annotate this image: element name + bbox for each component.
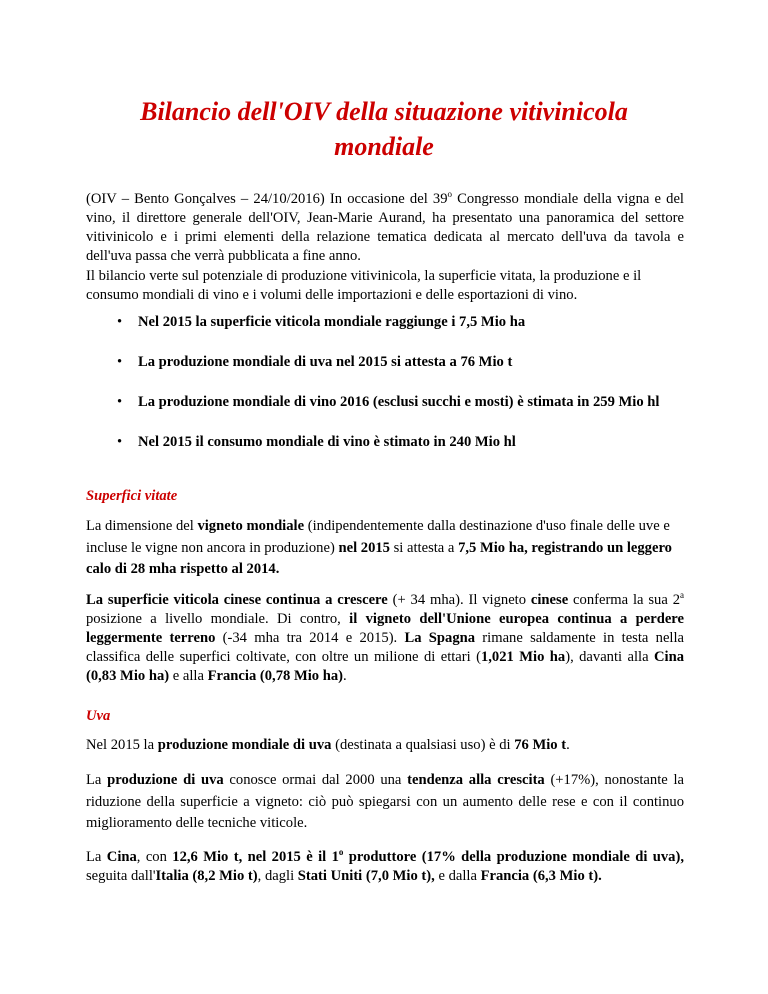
text-run: . bbox=[566, 737, 570, 753]
bullet-text: Nel 2015 la superficie viticola mondiale raggiunge i 7,5 Mio ha bbox=[138, 314, 526, 330]
bold-run: La superficie viticola cinese continua a crescere bbox=[86, 592, 388, 608]
section-heading-uva: Uva bbox=[86, 708, 111, 724]
bold-run: Francia (6,3 Mio t). bbox=[480, 868, 602, 884]
bullet-text: La produzione mondiale di uva nel 2015 si attesta a 76 Mio t bbox=[138, 354, 513, 370]
text-run: (destinata a qualsiasi uso) è di bbox=[331, 737, 515, 753]
highlights-list bbox=[86, 313, 684, 452]
bold-run: Italia (8,2 Mio t) bbox=[155, 868, 258, 884]
text-run: e dalla bbox=[434, 868, 481, 884]
text-run: , con bbox=[136, 849, 173, 865]
text-run: rimane saldamente in testa nella classifica delle superfici coltivate, con oltre un milione di ettari ( bbox=[86, 630, 685, 665]
text-run: Nel 2015 la bbox=[86, 737, 158, 753]
list-item bbox=[86, 433, 684, 452]
bold-run: Stati Uniti (7,0 Mio t), bbox=[297, 868, 435, 884]
bold-run: tendenza alla crescita bbox=[407, 772, 545, 788]
bold-run: 12,6 Mio t, nel 2015 è il 1 bbox=[172, 849, 339, 865]
text-run: La bbox=[86, 772, 108, 788]
ordinal-sup: a bbox=[680, 590, 684, 601]
intro-text-b: Congresso mondiale della vigna e del vino, il direttore generale dell'OIV, Jean-Marie Aurand, ha presentato una panoramica del settore vitivinicolo e i primi elementi della relazione tematica dedicata al mercato dell'uva da tavola e dell'uva passa che verrà pubblicata a fine anno. bbox=[86, 191, 684, 264]
bold-run: cinese bbox=[530, 592, 569, 608]
text-run: La dimensione del bbox=[86, 518, 198, 534]
uva-paragraph-3 bbox=[86, 848, 684, 886]
text-run: e alla bbox=[169, 668, 208, 684]
bold-run: 1,021 Mio ha bbox=[480, 649, 566, 665]
bold-run: Cina (0,83 Mio ha) bbox=[86, 649, 685, 684]
bullet-text: Nel 2015 il consumo mondiale di vino è stimato in 240 Mio hl bbox=[138, 434, 516, 450]
bold-run: 7,5 Mio ha, registrando un leggero calo di 28 mha rispetto al 2014. bbox=[86, 539, 672, 577]
bold-run: nel 2015 bbox=[338, 539, 390, 556]
text-run: ), davanti alla bbox=[565, 649, 654, 665]
bold-run: produzione mondiale di uva bbox=[157, 737, 332, 753]
bullet-icon: • bbox=[117, 354, 123, 370]
text-run: si attesta a bbox=[389, 539, 459, 556]
bullet-text: La produzione mondiale di vino 2016 (esclusi succhi e mosti) è stimata in 259 Mio hl bbox=[138, 394, 660, 410]
text-run: (+17%), nonostante la riduzione della superficie a vigneto: ciò può spiegarsi con un aumento delle rese e con il continuo miglioramento delle tecniche viticole. bbox=[86, 772, 684, 831]
list-item bbox=[86, 313, 684, 332]
bold-run: Cina bbox=[106, 849, 137, 865]
text-run: (+ 34 mha). Il vigneto bbox=[387, 592, 531, 608]
list-item bbox=[86, 353, 684, 372]
bold-run: il vigneto dell'Unione europea continua a perdere leggermente terreno bbox=[86, 611, 684, 646]
text-run: , dagli bbox=[257, 868, 298, 884]
page-title: Bilancio dell'OIV della situazione vitivinicola mondiale bbox=[140, 97, 628, 161]
bullet-icon: • bbox=[117, 394, 123, 410]
text-run: conferma la sua 2 bbox=[568, 592, 680, 608]
list-item bbox=[86, 393, 684, 412]
section-heading-superfici: Superfici vitate bbox=[86, 488, 178, 504]
bold-run: 76 Mio t bbox=[514, 737, 567, 753]
ordinal-sup: o bbox=[338, 847, 344, 858]
ordinal-sup: o bbox=[447, 189, 452, 200]
intro-paragraph bbox=[86, 190, 684, 266]
bullet-icon: • bbox=[117, 434, 123, 450]
bullet-icon: • bbox=[117, 314, 123, 330]
bold-run: produttore (17% della produzione mondiale di uva), bbox=[343, 849, 684, 865]
bold-run: Francia (0,78 Mio ha) bbox=[207, 668, 343, 684]
summary-paragraph: Il bilancio verte sul potenziale di produzione vitivinicola, la superficie vitata, la produzione e il consumo mondiali di vino e i volumi delle importazioni e delle esportazioni di vino. bbox=[86, 268, 642, 303]
bold-run: vigneto mondiale bbox=[197, 518, 305, 534]
bold-run: La Spagna bbox=[404, 630, 476, 646]
bold-run: produzione di uva bbox=[107, 772, 224, 788]
text-run: posizione a livello mondiale. Di contro, bbox=[86, 611, 350, 627]
text-run: seguita dall' bbox=[86, 868, 156, 884]
superfici-paragraph-1 bbox=[86, 516, 684, 581]
text-run: (indipendentemente dalla destinazione d'uso finale delle uve e incluse le vigne non ancora in produzione) bbox=[86, 518, 670, 556]
uva-paragraph-1 bbox=[86, 736, 684, 755]
intro-text-a: (OIV – Bento Gonçalves – 24/10/2016) In occasione del 39 bbox=[86, 191, 448, 207]
text-run: conosce ormai dal 2000 una bbox=[223, 772, 408, 788]
text-run: La bbox=[86, 849, 107, 865]
text-run: (-34 mha tra 2014 e 2015). bbox=[215, 630, 405, 646]
uva-paragraph-2 bbox=[86, 770, 684, 835]
text-run: . bbox=[343, 668, 347, 684]
superfici-paragraph-2 bbox=[86, 591, 684, 686]
